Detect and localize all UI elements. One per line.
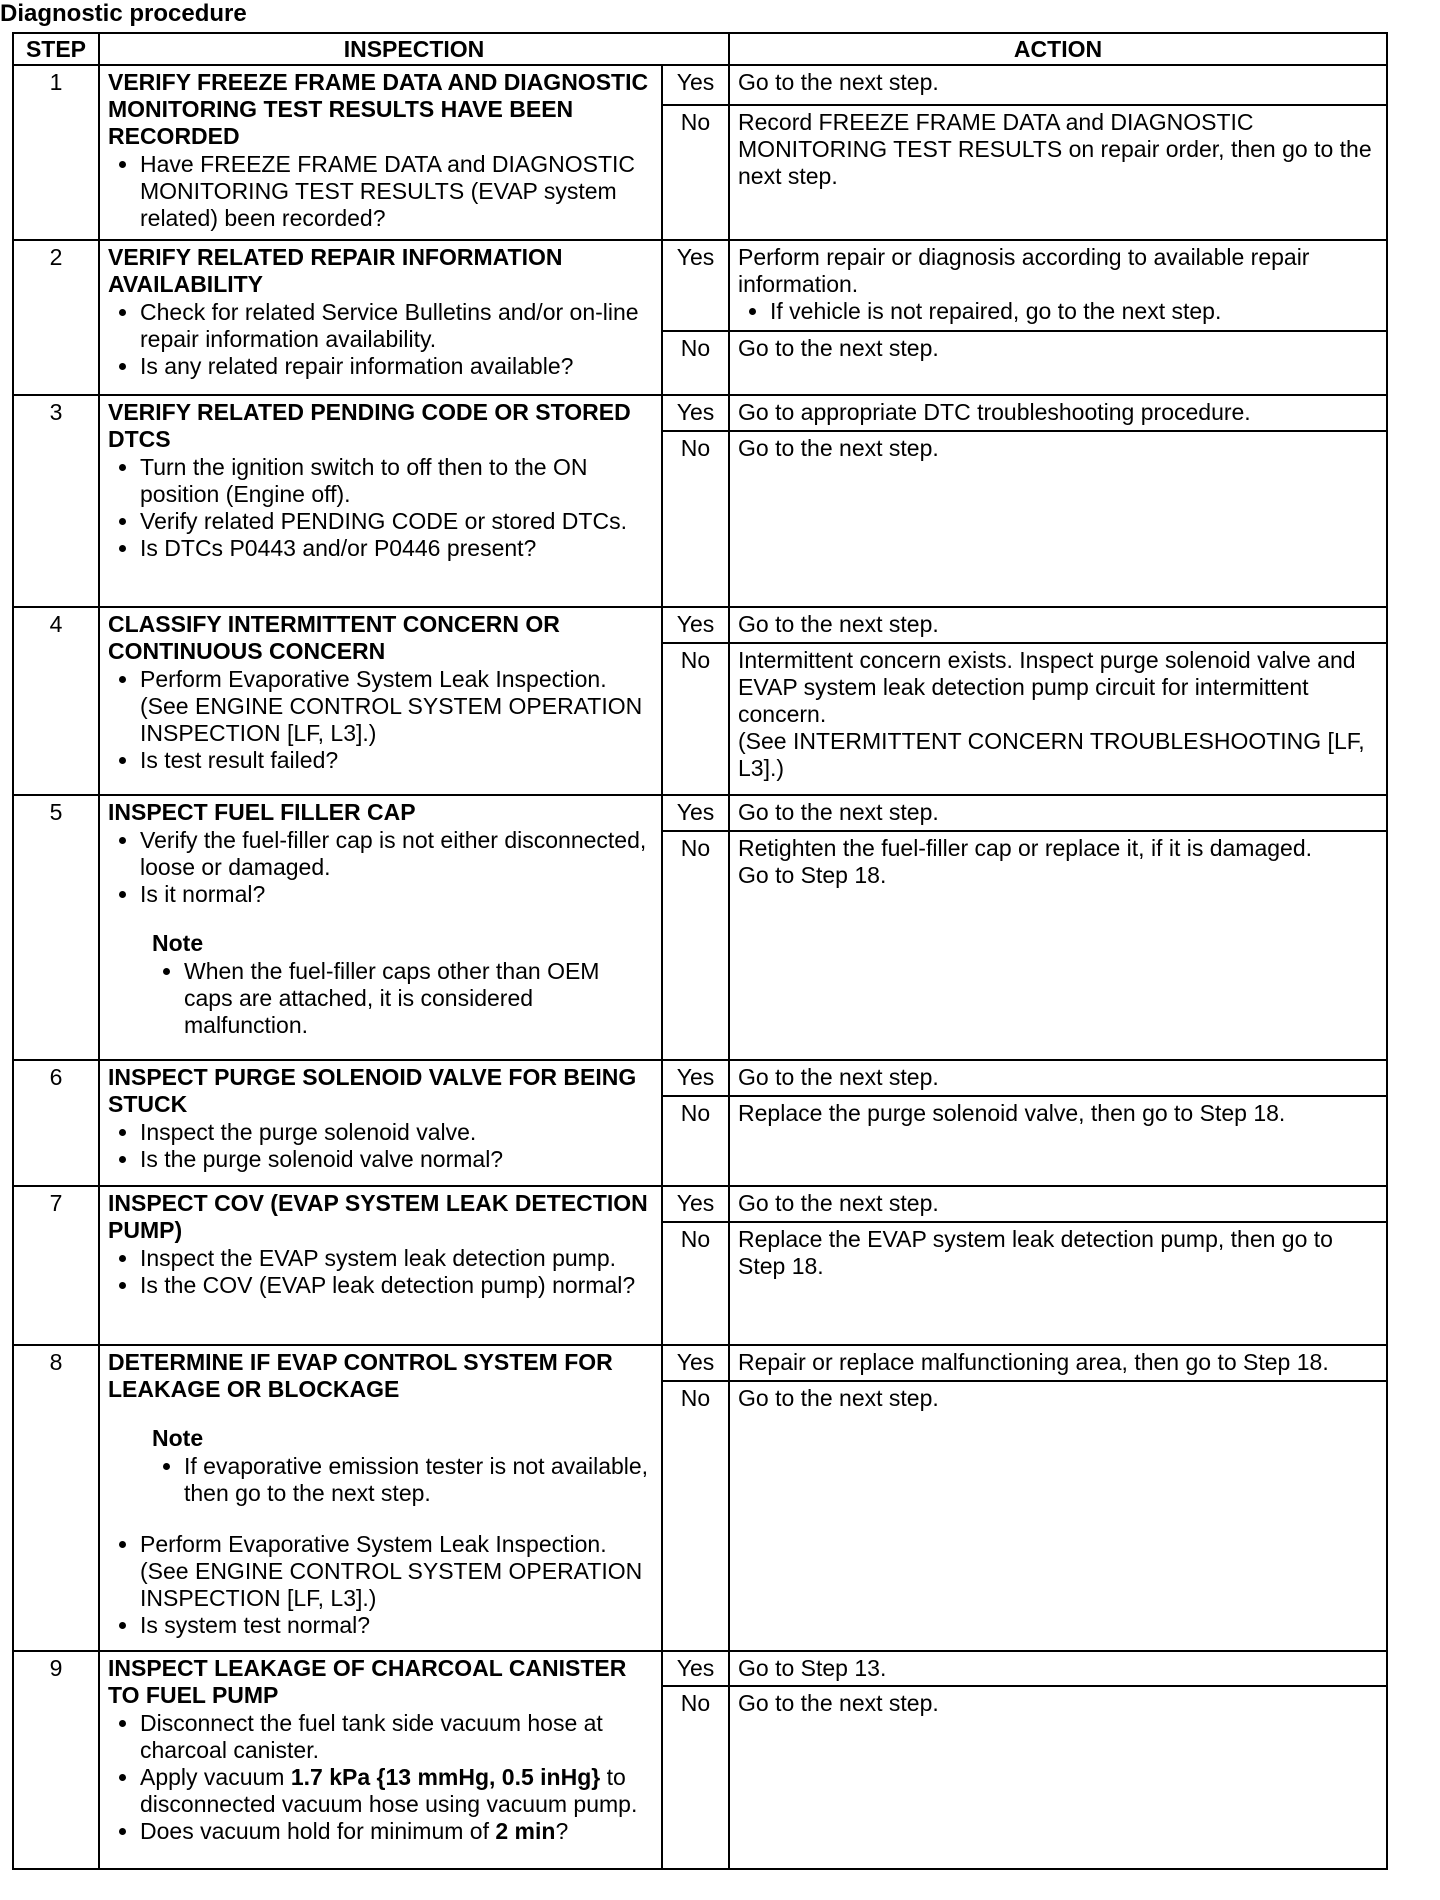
step-9-yes-row (13, 1651, 1387, 1687)
no-label: No (662, 1686, 729, 1869)
note-block (152, 1425, 653, 1507)
inspection-bullet: • Perform Evaporative System Leak Inspection. (See ENGINE CONTROL SYSTEM OPERATION INSPECTION [LF, L3].) (140, 1531, 653, 1612)
no-label: No (662, 331, 729, 395)
no-action: Replace the EVAP system leak detection pump, then go to Step 18. (729, 1222, 1387, 1345)
inspection-bullet: • Check for related Service Bulletins and/or on-line repair information availability. (140, 299, 653, 353)
yes-action: Go to Step 13. (729, 1651, 1387, 1687)
step-inspection (99, 1186, 662, 1345)
step-3-yes-row (13, 395, 1387, 431)
no-action: Go to the next step. (729, 331, 1387, 395)
header-inspection: INSPECTION (99, 33, 729, 65)
yes-action: Go to the next step. (729, 795, 1387, 831)
no-label: No (662, 1381, 729, 1650)
no-label: No (662, 831, 729, 1061)
step-inspection (99, 395, 662, 607)
step-number: 2 (13, 240, 99, 395)
step-8-yes-row (13, 1345, 1387, 1381)
yes-label: Yes (662, 795, 729, 831)
step-inspection (99, 795, 662, 1060)
step-number: 7 (13, 1186, 99, 1345)
table-header-row (13, 33, 1387, 65)
no-action-reference: (See INTERMITTENT CONCERN TROUBLESHOOTING [LF, L3].) (738, 728, 1365, 782)
inspection-bullet: • Have FREEZE FRAME DATA and DIAGNOSTIC MONITORING TEST RESULTS (EVAP system related) been recorded? (140, 151, 653, 232)
note-title: Note (152, 929, 204, 956)
yes-action: Repair or replace malfunctioning area, then go to Step 18. (729, 1345, 1387, 1381)
header-action: ACTION (729, 33, 1387, 65)
no-action-goto: Go to Step 18. (738, 861, 887, 888)
yes-action: Go to the next step. (729, 1186, 1387, 1222)
step-6-yes-row (13, 1060, 1387, 1096)
yes-action-text: Perform repair or diagnosis according to available repair information. (738, 244, 1310, 298)
no-label: No (662, 1222, 729, 1345)
step-title: VERIFY RELATED REPAIR INFORMATION AVAILABILITY (108, 244, 563, 298)
step-title: INSPECT COV (EVAP SYSTEM LEAK DETECTION PUMP) (108, 1190, 648, 1244)
yes-action: Go to the next step. (729, 1060, 1387, 1096)
yes-label: Yes (662, 1060, 729, 1096)
yes-action: Go to appropriate DTC troubleshooting procedure. (729, 395, 1387, 431)
step-title: INSPECT PURGE SOLENOID VALVE FOR BEING STUCK (108, 1064, 637, 1118)
no-label: No (662, 105, 729, 241)
no-action-text: Intermittent concern exists. Inspect purge solenoid valve and EVAP system leak detection pump circuit for intermittent concern. (738, 647, 1356, 728)
inspection-bullet: • Verify related PENDING CODE or stored DTCs. (140, 508, 653, 535)
yes-label: Yes (662, 1345, 729, 1381)
inspection-bullet: • Inspect the EVAP system leak detection pump. (140, 1245, 653, 1272)
step-inspection (99, 607, 662, 795)
no-label: No (662, 1096, 729, 1186)
step-number: 9 (13, 1651, 99, 1869)
diagnostic-procedure-table (12, 32, 1388, 1870)
yes-label: Yes (662, 1186, 729, 1222)
inspection-bullet: • Is system test normal? (140, 1612, 653, 1639)
bullet-text: ? (555, 1817, 569, 1844)
yes-action (729, 240, 1387, 331)
step-title: VERIFY FREEZE FRAME DATA AND DIAGNOSTIC MONITORING TEST RESULTS HAVE BEEN RECORDED (108, 69, 649, 149)
inspection-bullet: • Is the COV (EVAP leak detection pump) normal? (140, 1272, 653, 1299)
inspection-bullet (140, 1818, 653, 1845)
inspection-bullet: • Is any related repair information available? (140, 353, 653, 380)
inspection-bullet: • Is DTCs P0443 and/or P0446 present? (140, 535, 653, 562)
no-action-text: Retighten the fuel-filler cap or replace it, if it is damaged. (738, 834, 1313, 861)
no-action: Record FREEZE FRAME DATA and DIAGNOSTIC MONITORING TEST RESULTS on repair order, then go to the next step. (729, 105, 1387, 241)
step-inspection (99, 1060, 662, 1186)
inspection-bullet (140, 1764, 653, 1818)
step-1-yes-row (13, 65, 1387, 105)
bullet-text: Does vacuum hold for minimum of (140, 1817, 496, 1844)
step-inspection (99, 1651, 662, 1869)
inspection-bullet: • Inspect the purge solenoid valve. (140, 1119, 653, 1146)
inspection-bullet: • Is it normal? (140, 881, 653, 908)
yes-label: Yes (662, 65, 729, 105)
inspection-bullet: • Is test result failed? (140, 747, 653, 774)
no-action: Replace the purge solenoid valve, then go to Step 18. (729, 1096, 1387, 1186)
yes-label: Yes (662, 395, 729, 431)
inspection-bullet: • Turn the ignition switch to off then to the ON position (Engine off). (140, 454, 653, 508)
inspection-bullet: • Disconnect the fuel tank side vacuum hose at charcoal canister. (140, 1710, 653, 1764)
page-title: Diagnostic procedure (0, 0, 247, 27)
yes-label: Yes (662, 607, 729, 643)
yes-label: Yes (662, 1651, 729, 1687)
yes-action: Go to the next step. (729, 607, 1387, 643)
step-number: 5 (13, 795, 99, 1060)
action-bullet: • If vehicle is not repaired, go to the next step. (770, 298, 1378, 325)
note-bullet: • If evaporative emission tester is not available, then go to the next step. (184, 1453, 653, 1507)
bullet-text: Apply vacuum (140, 1763, 291, 1790)
step-title: DETERMINE IF EVAP CONTROL SYSTEM FOR LEAKAGE OR BLOCKAGE (108, 1349, 613, 1403)
no-label: No (662, 643, 729, 795)
step-title: CLASSIFY INTERMITTENT CONCERN OR CONTINUOUS CONCERN (108, 611, 560, 665)
step-inspection (99, 240, 662, 395)
step-number: 4 (13, 607, 99, 795)
no-action: Go to the next step. (729, 1381, 1387, 1650)
vacuum-spec: 1.7 kPa {13 mmHg, 0.5 inHg} (290, 1763, 601, 1790)
step-number: 3 (13, 395, 99, 607)
note-block (152, 930, 653, 1039)
inspection-bullet: • Verify the fuel-filler cap is not either disconnected, loose or damaged. (140, 827, 653, 881)
step-4-yes-row (13, 607, 1387, 643)
no-action: Go to the next step. (729, 431, 1387, 607)
time-spec: 2 min (495, 1817, 556, 1844)
no-label: No (662, 431, 729, 607)
step-title: INSPECT FUEL FILLER CAP (108, 798, 416, 825)
step-number: 6 (13, 1060, 99, 1186)
step-inspection (99, 65, 662, 240)
inspection-bullet: • Perform Evaporative System Leak Inspection. (See ENGINE CONTROL SYSTEM OPERATION INSPECTION [LF, L3].) (140, 666, 653, 747)
step-number: 1 (13, 65, 99, 240)
note-bullet: • When the fuel-filler caps other than OEM caps are attached, it is considered malfunction. (184, 958, 653, 1039)
bullet-text: to disconnected vacuum hose using vacuum pump. (140, 1763, 638, 1817)
no-action (729, 831, 1387, 1061)
step-number: 8 (13, 1345, 99, 1650)
step-title: VERIFY RELATED PENDING CODE OR STORED DTCS (108, 399, 631, 453)
no-action: Go to the next step. (729, 1686, 1387, 1869)
inspection-bullet: • Is the purge solenoid valve normal? (140, 1146, 653, 1173)
step-7-yes-row (13, 1186, 1387, 1222)
yes-action: Go to the next step. (729, 65, 1387, 105)
step-5-yes-row (13, 795, 1387, 831)
step-title: INSPECT LEAKAGE OF CHARCOAL CANISTER TO FUEL PUMP (108, 1654, 627, 1708)
no-action (729, 643, 1387, 795)
step-2-yes-row (13, 240, 1387, 331)
step-inspection (99, 1345, 662, 1650)
header-step: STEP (13, 33, 99, 65)
note-title: Note (152, 1425, 204, 1452)
yes-label: Yes (662, 240, 729, 331)
